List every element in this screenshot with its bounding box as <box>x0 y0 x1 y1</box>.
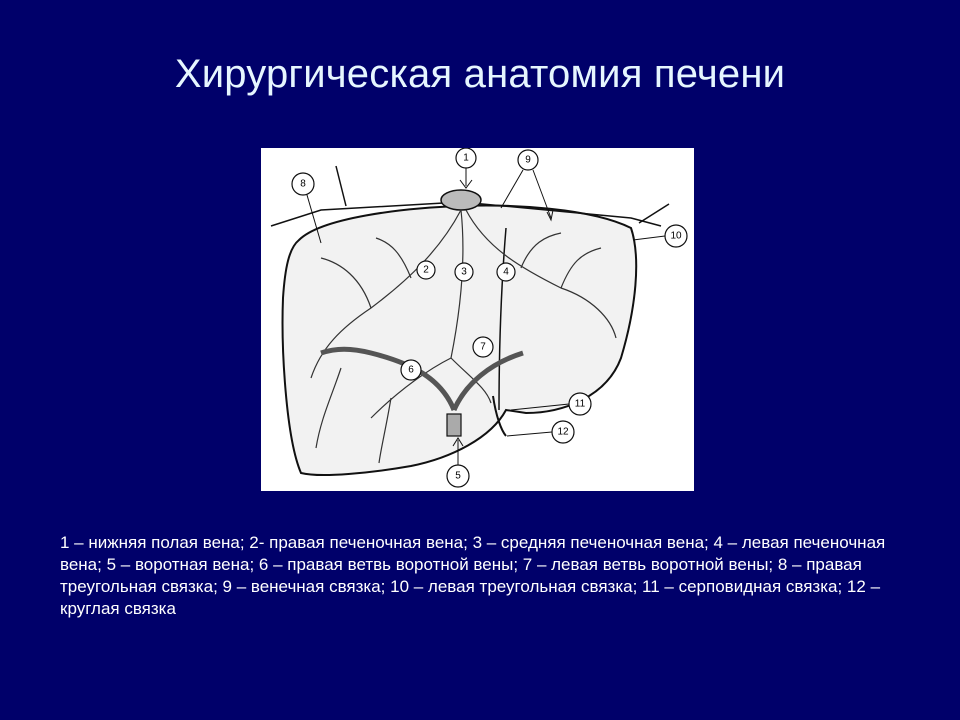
callout-6: 6 <box>408 364 414 376</box>
liver-anatomy-figure <box>261 148 694 491</box>
callout-3: 3 <box>461 266 467 278</box>
callout-11: 11 <box>574 398 586 410</box>
callout-5: 5 <box>455 470 461 482</box>
callout-8: 8 <box>300 178 306 190</box>
callout-2: 2 <box>423 264 429 276</box>
callout-10: 10 <box>670 230 682 242</box>
callout-7: 7 <box>480 341 486 353</box>
figure-caption: 1 – нижняя полая вена; 2- правая печеночная вена; 3 – средняя печеночная вена; 4 – левая печеночная вена; 5 – воротная вена; 6 – правая ветвь воротной вены; 7 – левая ветвь воротной вены; 8 – правая треугольная связка; 9 – венечная связка; 10 – левая треугольная связка; 11 – серповидная связка; 12 – круглая связка <box>60 533 886 618</box>
callout-9: 9 <box>525 154 531 166</box>
liver-anatomy-drawing <box>261 148 694 491</box>
slide-title: Хирургическая анатомия печени <box>174 52 786 96</box>
callout-12: 12 <box>557 426 569 438</box>
callout-4: 4 <box>503 266 509 278</box>
callout-1: 1 <box>463 152 469 164</box>
